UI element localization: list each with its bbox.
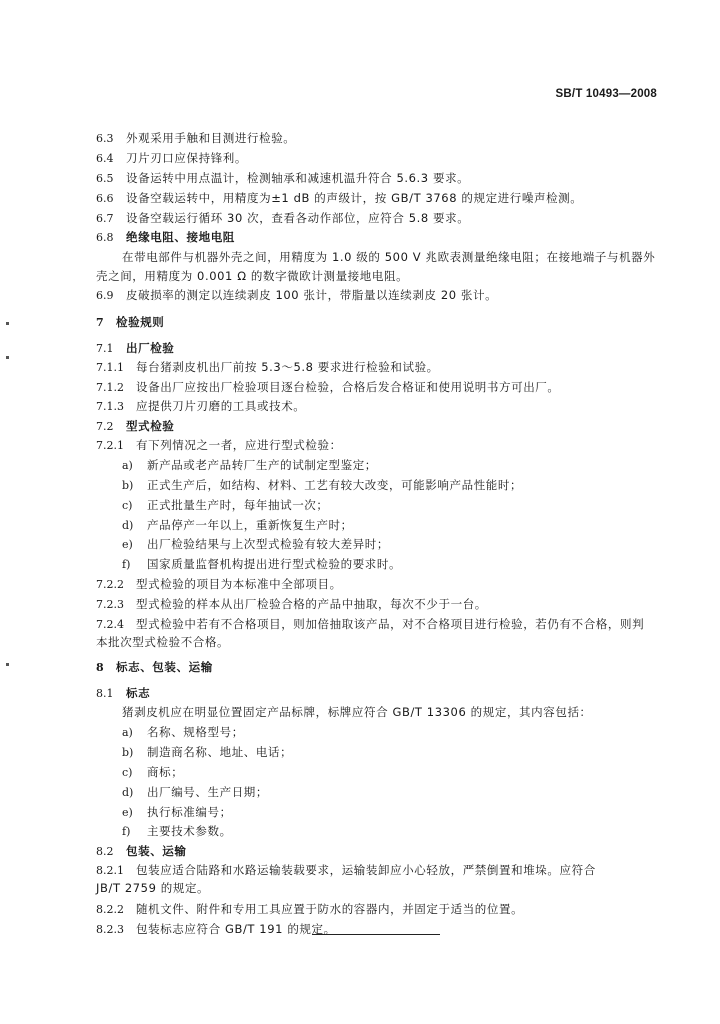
paragraph-line xyxy=(96,130,295,147)
clause-number: 7.1 xyxy=(96,342,114,355)
clause-text: 应提供刀片刃磨的工具或技术。 xyxy=(136,399,306,413)
end-rule xyxy=(312,934,440,935)
clause-text: 设备空载运转中，用精度为±1 dB 的声级计，按 GB/T 3768 的规定进行噪声检测。 xyxy=(126,191,583,205)
clause-text: 本批次型式检验不合格。 xyxy=(96,635,230,649)
clause-text: 每台猪剥皮机出厂前按 5.3～5.8 要求进行检验和试验。 xyxy=(136,360,439,374)
clause-number: 7.2.4 xyxy=(96,618,124,631)
list-marker: b) xyxy=(122,746,134,759)
clause-text: 在带电部件与机器外壳之间，用精度为 1.0 级的 500 V 兆欧表测量绝缘电阻；在接地端子与机器外 xyxy=(122,250,656,264)
list-item xyxy=(122,764,183,781)
paragraph-line xyxy=(96,268,408,284)
scan-mark xyxy=(6,356,9,359)
clause-text: 正式生产后，如结构、材料、工艺有较大改变，可能影响产品性能时； xyxy=(147,478,523,492)
section-heading xyxy=(96,685,150,702)
paragraph-line xyxy=(122,704,592,720)
clause-text: 正式批量生产时，每年抽试一次； xyxy=(147,498,329,512)
clause-text: 国家质量监督机构提出进行型式检验的要求时。 xyxy=(147,557,402,571)
clause-text: 皮破损率的测定以连续剥皮 100 张计，带脂量以连续剥皮 20 张计。 xyxy=(126,288,498,302)
paragraph-line xyxy=(96,576,342,593)
clause-text: 型式检验中若有不合格项目，则加倍抽取该产品，对不合格项目进行检验，若仍有不合格，则判 xyxy=(136,617,645,631)
list-item xyxy=(122,724,244,741)
clause-text: 设备空载运行循环 30 次，查看各动作部位，应符合 5.8 要求。 xyxy=(126,211,470,225)
clause-number: 6.8 xyxy=(96,231,114,244)
paragraph-line xyxy=(96,150,247,167)
paragraph-line xyxy=(96,901,523,918)
clause-number: 7.2.2 xyxy=(96,578,124,591)
clause-number: 6.7 xyxy=(96,212,114,225)
section-heading xyxy=(96,314,164,331)
clause-text: 包装、运输 xyxy=(126,844,187,858)
scan-mark xyxy=(6,322,9,325)
clause-number: 6.3 xyxy=(96,132,114,145)
clause-text: 新产品或老产品转厂生产的试制定型鉴定； xyxy=(147,458,377,472)
scan-mark xyxy=(6,663,9,666)
clause-text: 型式检验的样本从出厂检验合格的产品中抽取，每次不少于一台。 xyxy=(136,597,487,611)
paragraph-line xyxy=(96,359,439,376)
clause-text: 随机文件、附件和专用工具应置于防水的容器内，并固定于适当的位置。 xyxy=(136,902,524,916)
list-item xyxy=(122,457,377,474)
section-heading xyxy=(96,659,213,676)
clause-text: 型式检验的项目为本标准中全部项目。 xyxy=(136,577,342,591)
clause-number: 7 xyxy=(96,316,104,329)
list-marker: e) xyxy=(122,806,133,819)
clause-text: 设备出厂应按出厂检验项目逐台检验，合格后发合格证和使用说明书方可出厂。 xyxy=(136,380,560,394)
list-marker: e) xyxy=(122,538,133,551)
paragraph-line xyxy=(96,379,560,396)
clause-number: 8.2.2 xyxy=(96,903,124,916)
list-item xyxy=(122,744,292,761)
clause-number: 7.2.3 xyxy=(96,598,124,611)
paragraph-line xyxy=(96,634,229,650)
list-item xyxy=(122,477,522,494)
paragraph-line xyxy=(96,616,644,633)
list-marker: d) xyxy=(122,786,134,799)
clause-text: 名称、规格型号； xyxy=(147,725,244,739)
paragraph-line xyxy=(96,210,469,227)
clause-text: 出厂检验 xyxy=(126,341,175,355)
list-marker: a) xyxy=(122,726,133,739)
list-item xyxy=(122,497,329,514)
clause-number: 7.1.2 xyxy=(96,381,124,394)
clause-text: 绝缘电阻、接地电阻 xyxy=(126,230,235,244)
list-item xyxy=(122,784,268,801)
list-marker: b) xyxy=(122,479,134,492)
clause-text: 包装应适合陆路和水路运输装载要求，运输装卸应小心轻放，严禁倒置和堆垛。应符合 xyxy=(136,863,596,877)
list-item xyxy=(122,556,401,573)
clause-number: 8.2.1 xyxy=(96,864,124,877)
clause-number: 7.2.1 xyxy=(96,439,124,452)
clause-number: 6.9 xyxy=(96,289,114,302)
list-marker: f) xyxy=(122,825,131,838)
clause-text: 包装标志应符合 GB/T 191 的规定。 xyxy=(136,922,336,936)
clause-text: 外观采用手触和目测进行检验。 xyxy=(126,131,296,145)
list-marker: c) xyxy=(122,499,133,512)
section-heading xyxy=(96,229,235,246)
clause-text: 主要技术参数。 xyxy=(147,824,232,838)
clause-number: 8 xyxy=(96,661,104,674)
clause-text: 出厂编号、生产日期； xyxy=(147,785,268,799)
clause-text: 设备运转中用点温计，检测轴承和减速机温升符合 5.6.3 要求。 xyxy=(126,171,470,185)
clause-text: 型式检验 xyxy=(126,419,175,433)
clause-text: 刀片刃口应保持锋利。 xyxy=(126,151,247,165)
list-item xyxy=(122,804,232,821)
list-item xyxy=(122,536,389,553)
list-marker: f) xyxy=(122,558,131,571)
clause-text: 出厂检验结果与上次型式检验有较大差异时； xyxy=(147,537,389,551)
clause-number: 6.6 xyxy=(96,192,114,205)
paragraph-line xyxy=(96,921,336,938)
paragraph-line xyxy=(96,190,582,207)
paragraph-line xyxy=(96,170,469,187)
clause-number: 6.5 xyxy=(96,172,114,185)
paragraph-line xyxy=(96,862,596,879)
standard-code: SB/T 10493—2008 xyxy=(555,88,657,100)
section-heading xyxy=(96,340,174,357)
clause-number: 7.2 xyxy=(96,420,114,433)
paragraph-line xyxy=(96,880,209,896)
paragraph-line xyxy=(96,398,305,415)
section-heading xyxy=(96,418,174,435)
clause-text: 壳之间，用精度为 0.001 Ω 的数字微欧计测量接地电阻。 xyxy=(96,269,409,283)
clause-number: 6.4 xyxy=(96,152,114,165)
clause-text: 标志、包装、运输 xyxy=(116,660,213,674)
clause-number: 8.2 xyxy=(96,845,114,858)
list-item xyxy=(122,823,232,840)
clause-number: 8.2.3 xyxy=(96,923,124,936)
clause-number: 7.1.3 xyxy=(96,400,124,413)
clause-text: 产品停产一年以上，重新恢复生产时； xyxy=(147,518,353,532)
clause-text: 标志 xyxy=(126,686,151,700)
clause-text: 猪剥皮机应在明显位置固定产品标牌，标牌应符合 GB/T 13306 的规定，其内容包括： xyxy=(122,705,592,719)
list-marker: c) xyxy=(122,766,133,779)
list-marker: a) xyxy=(122,459,133,472)
clause-number: 7.1.1 xyxy=(96,361,124,374)
section-heading xyxy=(96,843,187,860)
paragraph-line xyxy=(96,437,342,454)
list-item xyxy=(122,517,353,534)
clause-number: 8.1 xyxy=(96,687,114,700)
clause-text: 制造商名称、地址、电话； xyxy=(147,745,293,759)
paragraph-line xyxy=(96,596,487,613)
clause-text: 执行标准编号； xyxy=(147,805,232,819)
clause-text: JB/T 2759 的规定。 xyxy=(96,881,210,895)
paragraph-line xyxy=(122,249,655,265)
paragraph-line xyxy=(96,287,497,304)
clause-text: 商标； xyxy=(147,765,184,779)
clause-text: 检验规则 xyxy=(116,315,165,329)
clause-text: 有下列情况之一者，应进行型式检验： xyxy=(136,438,342,452)
list-marker: d) xyxy=(122,519,134,532)
